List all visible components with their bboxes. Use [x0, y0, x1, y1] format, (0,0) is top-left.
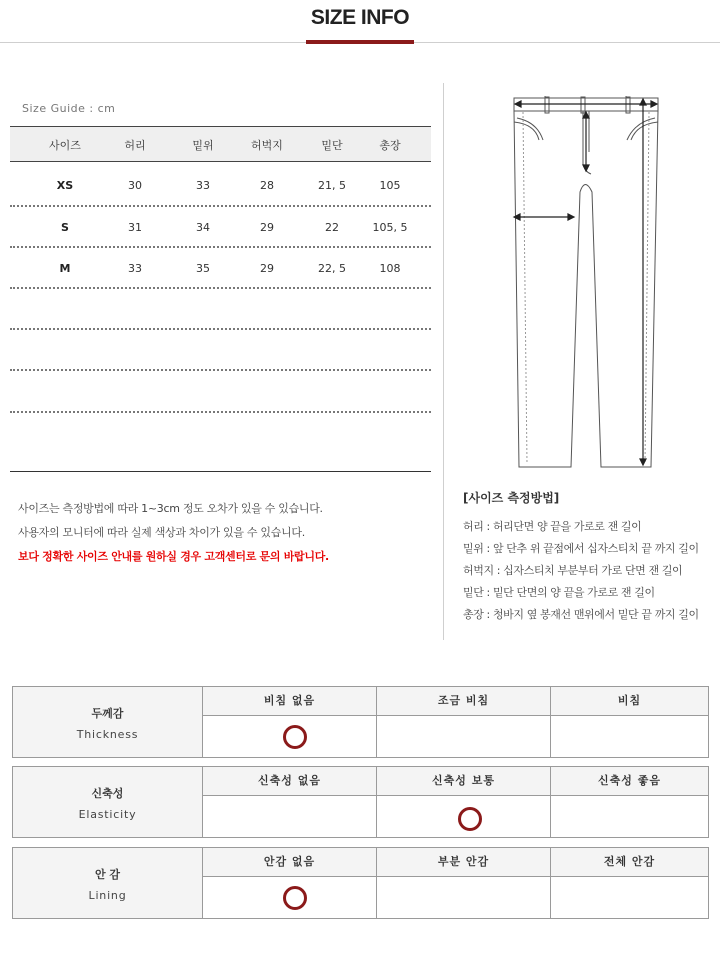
method-thigh: 허벅지 : 십자스티치 부분부터 가로 단면 잰 길이	[463, 564, 683, 577]
page-title: SIZE INFO	[310, 6, 410, 29]
fabric-label-ko: 안 감	[94, 868, 121, 881]
note-contact-cs: 보다 정확한 사이즈 안내를 원하실 경우 고객센터로 문의 바랍니다.	[18, 550, 329, 563]
hem-value: 22, 5	[318, 262, 346, 275]
table-bottom-border	[10, 471, 431, 472]
rise-value: 33	[196, 179, 210, 192]
thigh-value: 29	[260, 221, 274, 234]
fabric-label-cell	[13, 848, 203, 918]
option-header: 부분 안감	[377, 848, 550, 877]
note-measure-error: 사이즈는 측정방법에 따라 1~3cm 정도 오차가 있을 수 있습니다.	[18, 502, 323, 515]
waist-value: 33	[128, 262, 142, 275]
row-divider	[10, 287, 431, 289]
option-header: 신축성 좋음	[551, 767, 708, 796]
column-divider	[443, 83, 444, 640]
table-row	[10, 221, 431, 241]
length-value: 108	[379, 262, 401, 275]
note-monitor-color: 사용자의 모니터에 따라 실제 색상과 차이가 있을 수 있습니다.	[18, 526, 305, 539]
fabric-thickness-table	[12, 686, 709, 758]
row-divider	[10, 205, 431, 207]
size-value: XS	[56, 179, 74, 192]
fabric-label-cell	[13, 767, 203, 837]
fabric-elasticity-table	[12, 766, 709, 838]
thigh-value: 29	[260, 262, 274, 275]
table-row	[10, 262, 431, 282]
header-rise: 밑위	[192, 139, 214, 152]
waist-value: 31	[128, 221, 142, 234]
fabric-label-ko: 두께감	[91, 707, 124, 720]
pants-diagram	[505, 92, 675, 472]
selected-marker-circle	[283, 725, 307, 749]
option-header: 비침 없음	[203, 687, 376, 716]
option-header: 비침	[551, 687, 708, 716]
fabric-label-cell	[13, 687, 203, 757]
fabric-lining-table	[12, 847, 709, 919]
waist-value: 30	[128, 179, 142, 192]
selected-marker-circle	[283, 886, 307, 910]
row-divider	[10, 246, 431, 248]
size-table-header	[10, 126, 431, 162]
header-size: 사이즈	[49, 139, 81, 152]
length-value: 105	[379, 179, 401, 192]
method-hem: 밑단 : 밑단 단면의 양 끝을 가로로 잰 길이	[463, 586, 655, 599]
size-guide-label: Size Guide : cm	[22, 102, 116, 115]
header-hem: 밑단	[321, 139, 343, 152]
size-value: S	[61, 221, 69, 234]
fabric-label-en: Thickness	[76, 728, 139, 741]
option-header: 안감 없음	[203, 848, 376, 877]
hem-value: 21, 5	[318, 179, 346, 192]
size-value: M	[59, 262, 71, 275]
measure-method-title: [사이즈 측정방법]	[463, 491, 560, 505]
option-header: 전체 안감	[551, 848, 708, 877]
header-waist: 허리	[124, 139, 146, 152]
header-length: 총장	[379, 139, 401, 152]
thigh-value: 28	[260, 179, 274, 192]
title-underline-accent	[306, 40, 414, 44]
row-divider	[10, 411, 431, 413]
selected-marker-circle	[458, 807, 482, 831]
rise-value: 34	[196, 221, 210, 234]
option-header: 신축성 보통	[377, 767, 550, 796]
method-rise: 밑위 : 앞 단추 위 끝점에서 십자스티치 끝 까지 길이	[463, 542, 699, 555]
header-thigh: 허벅지	[251, 139, 283, 152]
fabric-label-en: Elasticity	[78, 808, 137, 821]
row-divider	[10, 369, 431, 371]
method-length: 총장 : 청바지 옆 봉재선 맨위에서 밑단 끝 까지 길이	[463, 608, 699, 621]
option-header: 조금 비침	[377, 687, 550, 716]
length-value: 105, 5	[372, 221, 408, 234]
option-header: 신축성 없음	[203, 767, 376, 796]
fabric-label-ko: 신축성	[91, 787, 124, 800]
table-row	[10, 179, 431, 199]
fabric-label-en: Lining	[88, 889, 127, 902]
row-divider	[10, 328, 431, 330]
rise-value: 35	[196, 262, 210, 275]
hem-value: 22	[325, 221, 339, 234]
method-waist: 허리 : 허리단면 양 끝을 가로로 잰 길이	[463, 520, 642, 533]
